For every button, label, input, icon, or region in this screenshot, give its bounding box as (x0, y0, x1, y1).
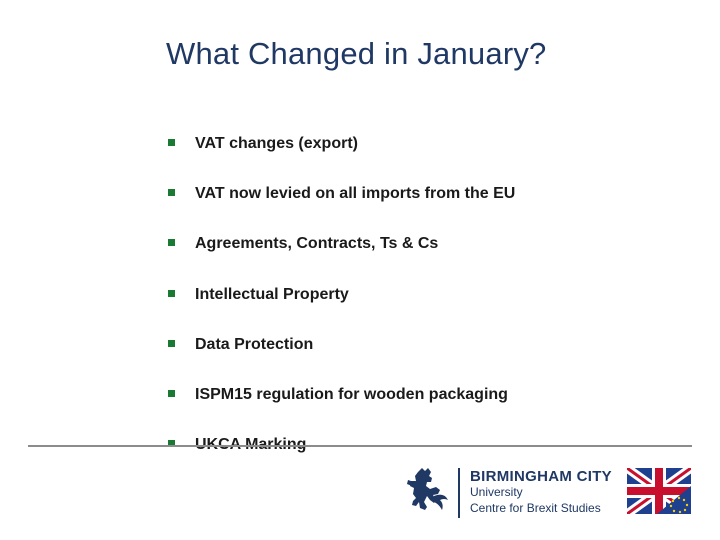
footer-divider (28, 445, 692, 447)
bullet-item (168, 383, 508, 407)
bullet-item (168, 333, 313, 357)
logo-line-3: Centre for Brexit Studies (470, 501, 601, 515)
square-bullet-icon (168, 139, 175, 146)
square-bullet-icon (168, 239, 175, 246)
square-bullet-icon (168, 290, 175, 297)
square-bullet-icon (168, 340, 175, 347)
bullet-text: VAT changes (export) (195, 135, 358, 152)
square-bullet-icon (168, 390, 175, 397)
square-bullet-icon (168, 189, 175, 196)
union-jack-eu-stars-flag-icon (627, 468, 691, 514)
bullet-item (168, 232, 438, 256)
bullet-text: UKCA Marking (195, 436, 307, 453)
bullet-text: Intellectual Property (195, 286, 349, 303)
lion-crest-icon (404, 466, 452, 518)
bullet-item (168, 132, 358, 156)
slide-title: What Changed in January? (166, 36, 547, 71)
bullet-text: Data Protection (195, 336, 314, 353)
logo-line-1: BIRMINGHAM CITY (470, 468, 612, 485)
bullet-item (168, 182, 515, 206)
logo-line-2: University (470, 485, 523, 499)
bullet-item (168, 283, 349, 307)
logo-separator (458, 468, 460, 518)
bullet-text: ISPM15 regulation for wooden packaging (195, 386, 508, 403)
bullet-text: VAT now levied on all imports from the EU (195, 185, 516, 202)
bullet-text: Agreements, Contracts, Ts & Cs (195, 235, 439, 252)
